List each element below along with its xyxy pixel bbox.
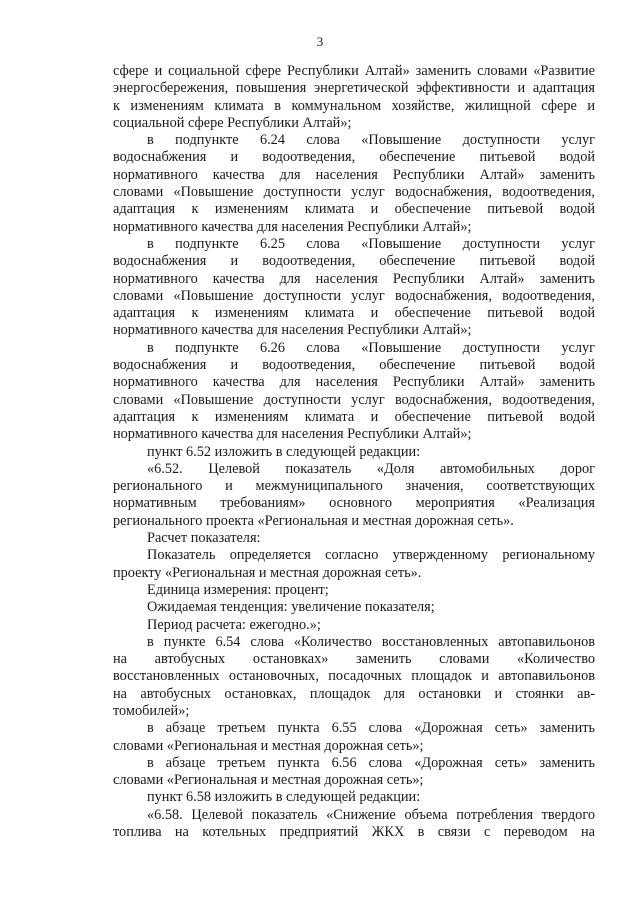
text-line: томобилей»; bbox=[113, 702, 190, 719]
text-line: энергосбережения, повышения энергетической эффективности и адаптация bbox=[113, 80, 595, 97]
paragraph bbox=[113, 547, 595, 582]
paragraph bbox=[113, 755, 595, 790]
text-line: нормативного качества для населения Республики Алтай» заменить bbox=[113, 374, 595, 391]
text-line: водоснабжения и водоотведения, обеспечение питьевой водой bbox=[113, 253, 595, 270]
paragraph bbox=[113, 720, 595, 755]
text-line: Ожидаемая тенденция: увеличение показателя; bbox=[147, 599, 435, 616]
paragraph bbox=[113, 617, 595, 634]
text-line: словами «Региональная и местная дорожная сеть»; bbox=[113, 737, 424, 754]
paragraph bbox=[113, 236, 595, 340]
text-line: регионального и межмуниципального значения, соответствующих bbox=[113, 478, 595, 495]
paragraph bbox=[113, 807, 595, 842]
text-line: в подпункте 6.25 слова «Повышение доступности услуг bbox=[147, 235, 595, 252]
text-line: адаптация к изменениям климата и обеспечение питьевой водой bbox=[113, 408, 595, 425]
text-line: на автобусных остановках» заменить словами «Количество bbox=[113, 651, 595, 668]
text-line: Показатель определяется согласно утвержденному региональному bbox=[147, 547, 595, 564]
text-line: словами «Повышение доступности услуг водоснабжения, водоотведения, bbox=[113, 184, 595, 201]
text-line: водоснабжения и водоотведения, обеспечение питьевой водой bbox=[113, 149, 595, 166]
paragraph bbox=[113, 444, 595, 461]
text-line: «6.58. Целевой показатель «Снижение объема потребления твердого bbox=[147, 806, 595, 823]
text-line: в подпункте 6.24 слова «Повышение доступности услуг bbox=[147, 132, 595, 149]
text-line: в абзаце третьем пункта 6.55 слова «Дорожная сеть» заменить bbox=[147, 720, 595, 737]
text-line: Период расчета: ежегодно.»; bbox=[147, 616, 321, 633]
text-line: в пункте 6.54 слова «Количество восстановленных автопавильонов bbox=[147, 633, 595, 650]
text-line: топлива на котельных предприятий ЖКХ в связи с переводом на bbox=[113, 824, 595, 841]
document-body bbox=[113, 63, 595, 841]
text-line: на автобусных остановках, площадок для остановки и стоянки ав- bbox=[113, 685, 595, 702]
page-number: 3 bbox=[316, 34, 324, 49]
text-line: Расчет показателя: bbox=[147, 530, 261, 547]
text-line: восстановленных остановочных, посадочных площадок и автопавильонов bbox=[113, 668, 595, 685]
text-line: Единица измерения: процент; bbox=[147, 581, 329, 598]
text-line: «6.52. Целевой показатель «Доля автомобильных дорог bbox=[147, 460, 595, 477]
text-line: нормативным требованиям» основного мероприятия «Реализация bbox=[113, 495, 595, 512]
paragraph bbox=[113, 340, 595, 444]
text-line: нормативного качества для населения Республики Алтай»; bbox=[113, 426, 472, 443]
paragraph bbox=[113, 789, 595, 806]
text-line: адаптация к изменениям климата и обеспечение питьевой водой bbox=[113, 201, 595, 218]
text-line: водоснабжения и водоотведения, обеспечение питьевой водой bbox=[113, 357, 595, 374]
paragraph bbox=[113, 530, 595, 547]
paragraph bbox=[113, 132, 595, 236]
text-line: пункт 6.58 изложить в следующей редакции: bbox=[147, 789, 421, 806]
text-line: социальной сфере Республики Алтай»; bbox=[113, 114, 352, 131]
text-line: в подпункте 6.26 слова «Повышение доступности услуг bbox=[147, 339, 595, 356]
text-line: сфере и социальной сфере Республики Алтай» заменить словами «Развитие bbox=[113, 63, 595, 79]
text-line: в абзаце третьем пункта 6.56 слова «Дорожная сеть» заменить bbox=[147, 754, 595, 771]
text-line: нормативного качества для населения Республики Алтай»; bbox=[113, 322, 472, 339]
text-line: адаптация к изменениям климата и обеспечение питьевой водой bbox=[113, 305, 595, 322]
paragraph bbox=[113, 461, 595, 530]
paragraph bbox=[113, 634, 595, 720]
paragraph bbox=[113, 599, 595, 616]
text-line: нормативного качества для населения Республики Алтай»; bbox=[113, 218, 472, 235]
text-line: нормативного качества для населения Республики Алтай» заменить bbox=[113, 166, 595, 183]
text-line: словами «Повышение доступности услуг водоснабжения, водоотведения, bbox=[113, 391, 595, 408]
text-line: словами «Повышение доступности услуг водоснабжения, водоотведения, bbox=[113, 287, 595, 304]
text-line: пункт 6.52 изложить в следующей редакции: bbox=[147, 443, 421, 460]
text-line: к изменениям климата в коммунальном хозяйстве, жилищной сфере и bbox=[113, 97, 595, 114]
text-line: словами «Региональная и местная дорожная сеть»; bbox=[113, 772, 424, 789]
text-line: проекту «Региональная и местная дорожная сеть». bbox=[113, 564, 422, 581]
text-line: нормативного качества для населения Республики Алтай» заменить bbox=[113, 270, 595, 287]
paragraph bbox=[113, 63, 595, 132]
paragraph bbox=[113, 582, 595, 599]
text-line: регионального проекта «Региональная и местная дорожная сеть». bbox=[113, 512, 514, 529]
